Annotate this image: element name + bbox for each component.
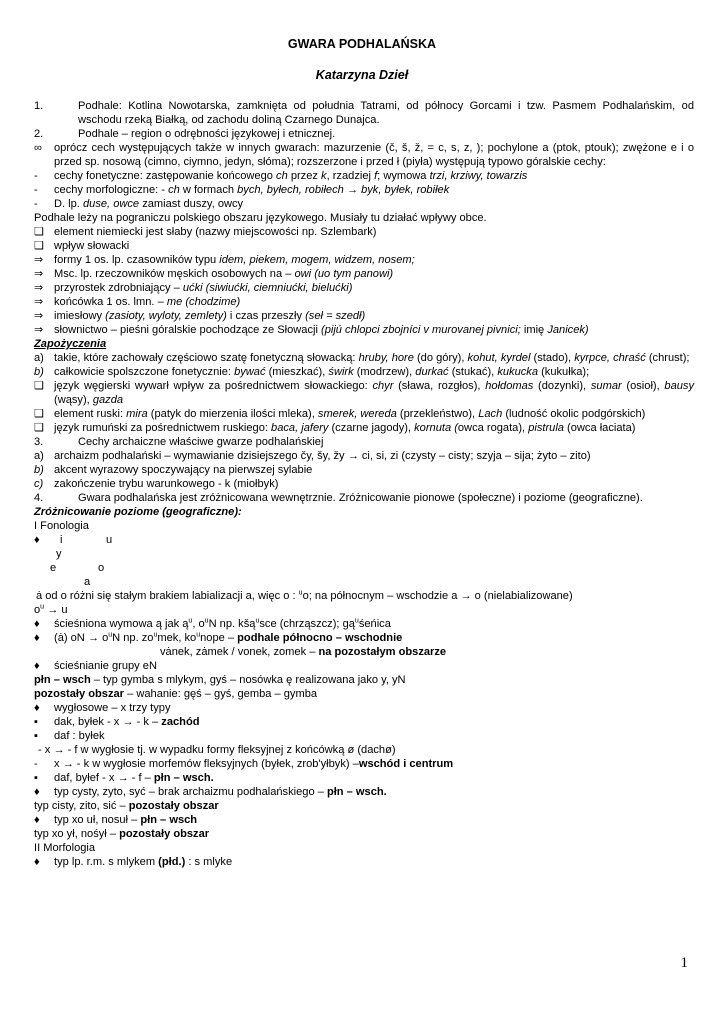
text-run: duse, owce: [82, 198, 140, 210]
text-run: cechy morfologiczne: -: [54, 184, 169, 196]
text-run: – typ gymba s mlykym, gyś – nosówka ę realizowana jako y, yN: [90, 674, 406, 686]
section-heading: Zróżnicowanie poziome (geograficzne):: [34, 506, 242, 518]
item-text: element niemiecki jest słaby (nazwy miejscowości np. Szlembark): [54, 226, 377, 238]
diamond-bullet-icon: ♦: [34, 632, 40, 644]
list-item: [34, 309, 694, 323]
text-run: nope –: [200, 632, 238, 644]
arrow-bullet-icon: ⇒: [34, 282, 44, 294]
subsection-heading: I Fonologia: [34, 520, 89, 532]
list-item: [34, 659, 694, 673]
text-run: pozostały obszar: [34, 688, 125, 700]
list-item: [34, 617, 694, 631]
text-run: (stado),: [530, 352, 575, 364]
list-item: [34, 715, 694, 729]
checkbox-bullet-icon: ❑: [34, 408, 44, 420]
superscript: u: [255, 617, 260, 625]
superscript: u: [108, 631, 113, 639]
diamond-bullet-icon: ♦: [34, 702, 40, 714]
square-bullet-icon: ▪: [34, 716, 38, 728]
paragraph: [34, 603, 694, 617]
list-item: [34, 253, 694, 267]
text-run: (seł = szedł): [305, 310, 366, 322]
paragraph: Podhale leży na pograniczu polskiego obszaru językowego. Musiały tu działać wpływy obce.: [34, 212, 487, 224]
list-item: [34, 281, 694, 295]
text-run: imię: [520, 324, 548, 336]
paragraph: [34, 799, 694, 813]
text-run: (ludność okolic podgórskich): [502, 408, 646, 420]
list-item: [34, 435, 694, 449]
list-item: [34, 239, 694, 253]
text-run: płn – wsch: [34, 674, 91, 686]
text-run: element ruski:: [54, 408, 127, 420]
paragraph: [34, 673, 694, 687]
item-marker: b): [34, 464, 44, 476]
list-item: [34, 463, 694, 477]
text-run: wschód i centrum: [358, 758, 454, 770]
text-run: , rzadziej: [326, 170, 375, 182]
text-run: typ cysty, zyto, syć – brak archaizmu podhalańskiego –: [54, 786, 327, 798]
document-title: GWARA PODHALAŃSKA: [287, 37, 437, 51]
dash-bullet: -: [34, 184, 38, 196]
superscript: u: [196, 631, 201, 639]
paragraph: [34, 589, 694, 603]
list-item: [34, 701, 694, 715]
paragraph: [34, 645, 694, 659]
text-run: śeńica: [358, 618, 391, 630]
text-run: kukucka: [497, 366, 539, 378]
list-item: [34, 141, 694, 169]
item-marker: 4.: [34, 492, 44, 504]
text-run: x → - k w wygłosie morfemów fleksyjnych (byłek, zrob'yłbyk) –: [54, 758, 359, 770]
item-text: wpływ słowacki: [54, 240, 130, 252]
diamond-bullet-icon: ♦: [34, 814, 40, 826]
superscript: u: [204, 617, 209, 625]
square-bullet-icon: ▪: [34, 730, 38, 742]
text-run: vȧnek, zȧmek / vonek, zomek –: [160, 646, 319, 658]
text-run: (pijú chlopci zbojníci v murovanej pivnici;: [321, 324, 521, 336]
text-run: sumar: [590, 380, 622, 392]
list-item: [34, 421, 694, 435]
text-run: płn – wsch.: [153, 772, 214, 784]
text-run: (przekleństwo),: [396, 408, 479, 420]
item-text: Podhale – region o odrębności językowej i etnicznej.: [78, 128, 336, 140]
text-run: płn – wsch: [140, 814, 198, 826]
text-run: : s mlyke: [185, 856, 233, 868]
text-run: , o: [192, 618, 205, 630]
item-marker: 3.: [34, 436, 44, 448]
diamond-bullet-icon: ♦: [34, 856, 40, 868]
item-text: Cechy archaiczne właściwe gwarze podhalańskiej: [78, 436, 324, 448]
checkbox-bullet-icon: ❑: [34, 422, 44, 434]
vowel-o: o: [98, 562, 105, 574]
text-run: bych, byłech, robiłech → byk, byłek, robiłek: [237, 184, 450, 196]
checkbox-bullet-icon: ❑: [34, 226, 44, 238]
text-run: o; na północnym – wschodzie a → o (nielabializowane): [302, 590, 573, 602]
text-run: (sława, rozgłos),: [393, 380, 486, 392]
text-run: kohut, kyrdel: [467, 352, 531, 364]
text-run: całkowicie spolszczone fonetycznie:: [54, 366, 235, 378]
text-run: daf, byłef - x → - f –: [54, 772, 154, 784]
text-run: (stukać),: [448, 366, 498, 378]
document-body: [34, 99, 694, 869]
text-run: hołdomas: [485, 380, 534, 392]
vowel-y: y: [56, 548, 62, 560]
text-run: kornuta (: [414, 422, 458, 434]
text-run: (kukułka);: [538, 366, 590, 378]
square-bullet-icon: ▪: [34, 772, 38, 784]
text-run: końcówka 1 os. lmn. –: [54, 296, 167, 308]
arrow-bullet-icon: ⇒: [34, 296, 44, 308]
diamond-bullet-icon: ♦: [34, 660, 40, 672]
item-marker: c): [34, 478, 44, 490]
list-item: [34, 295, 694, 309]
text-run: takie, które zachowały częściowo szatę fonetyczną słowacką:: [54, 352, 359, 364]
dash-bullet: -: [34, 198, 38, 210]
text-run: f: [374, 170, 378, 182]
vowel-a: a: [84, 576, 91, 588]
arrow-bullet-icon: ⇒: [34, 324, 44, 336]
item-text: akcent wyrazowy spoczywający na pierwszej sylabie: [54, 464, 313, 476]
text-run: słownictwo – pieśni góralskie pochodzące ze Słowacji: [54, 324, 322, 336]
text-run: smerek, wereda: [317, 408, 397, 420]
superscript: u: [153, 631, 158, 639]
list-item: [34, 477, 694, 491]
subsection-heading: II Morfologia: [34, 842, 96, 854]
text-run: zachód: [161, 716, 200, 728]
text-run: idem, piekem, mogem, widzem, nosem;: [219, 254, 415, 266]
list-item: [34, 813, 694, 827]
item-text: oprócz cech występujących także w innych gwarach: mazurzenie (č, š, ž, = c, s, z, ); pochylone a (ptok, ptouk); zwężone e i o przed sp. nosową (cimno, ciymno, jedyn, słóma); rozszerzone i przed ł (piyła) występują typowo góralskie cechy:: [54, 142, 694, 168]
list-item: [34, 225, 694, 239]
text-run: pozostały obszar: [119, 828, 210, 840]
text-run: (do góry),: [413, 352, 468, 364]
text-run: (chrust);: [645, 352, 690, 364]
list-item: [34, 127, 694, 141]
text-run: (osioł),: [621, 380, 665, 392]
list-item: [34, 491, 694, 505]
text-run: ścieśniona wymowa ą jak ą: [54, 618, 189, 630]
text-run: owca rogata),: [457, 422, 529, 434]
text-run: przez: [287, 170, 322, 182]
text-run: me (chodzime): [166, 296, 241, 308]
text-run: typ xo uł, nosuł –: [54, 814, 141, 826]
text-run: pozostały obszar: [128, 800, 219, 812]
text-run: (dozynki),: [533, 380, 591, 392]
text-run: ȧ od o różni się stałym brakiem labializacji a, więc o :: [36, 590, 299, 602]
item-marker: a): [34, 352, 44, 364]
text-run: D. lp.: [54, 198, 83, 210]
list-item: [34, 183, 694, 197]
text-run: typ lp. r.m. s mlykem: [54, 856, 159, 868]
superscript: u: [298, 589, 303, 597]
text-run: (modrzew),: [353, 366, 416, 378]
text-run: ; wymowa: [377, 170, 430, 182]
text-run: trzi, krziwy, towarzis: [429, 170, 528, 182]
text-run: o: [34, 604, 41, 616]
text-run: (owca łaciata): [563, 422, 636, 434]
text-run: płn – wsch.: [326, 786, 387, 798]
text-run: ch: [276, 170, 288, 182]
list-item: [34, 197, 694, 211]
paragraph: [34, 687, 694, 701]
text-run: baca, jafery: [271, 422, 329, 434]
text-run: typ cisty, zito, sić –: [34, 800, 129, 812]
item-text: daf : byłek: [54, 730, 105, 742]
text-run: (patyk do mierzenia ilości mleka),: [147, 408, 318, 420]
text-run: durkać: [415, 366, 449, 378]
superscript: u: [354, 617, 359, 625]
infinity-bullet: ∞: [34, 142, 42, 154]
vowel-e: e: [50, 562, 57, 574]
page-number: 1: [680, 955, 688, 971]
dash-bullet: -: [34, 758, 38, 770]
text-run: cechy fonetyczne: zastępowanie końcowego: [54, 170, 277, 182]
list-item: [34, 407, 694, 421]
text-run: świrk: [328, 366, 354, 378]
superscript: u: [188, 617, 193, 625]
item-text: archaizm podhalański – wymawianie dzisiejszego čy, šy, žy → ci, si, zi (czysty – cisty; szyja – sija; żyto – zito): [54, 450, 591, 462]
text-run: podhale północno – wschodnie: [237, 632, 403, 644]
list-item: [34, 729, 694, 743]
arrow-bullet-icon: ⇒: [34, 268, 44, 280]
text-run: i czas przeszły: [226, 310, 306, 322]
text-run: imiesłowy: [54, 310, 106, 322]
text-run: owi (uo tym panowi): [294, 268, 394, 280]
dash-bullet: -: [34, 170, 38, 182]
text-run: k: [321, 170, 327, 182]
vowel-diagram: [34, 533, 694, 589]
text-run: ch: [168, 184, 180, 196]
text-run: Janicek): [547, 324, 589, 336]
text-run: (mieszkać),: [265, 366, 329, 378]
text-run: mira: [126, 408, 148, 420]
item-text: wygłosowe – x trzy typy: [54, 702, 171, 714]
list-item: [34, 323, 694, 337]
text-run: N np. kšą: [208, 618, 256, 630]
paragraph: [34, 827, 694, 841]
arrow-bullet-icon: ⇒: [34, 310, 44, 322]
text-run: gazda: [92, 394, 124, 406]
text-run: (ȧ) oN → o: [54, 632, 109, 644]
text-run: przyrostek zdrobniający –: [54, 282, 183, 294]
text-run: – wahanie: gęś – gyś, gemba – gymba: [124, 688, 318, 700]
arrow-bullet-icon: ⇒: [34, 254, 44, 266]
text-run: kyrpce, chraść: [574, 352, 646, 364]
text-run: Lach: [478, 408, 503, 420]
text-run: N np. zo: [112, 632, 154, 644]
text-run: w formach: [179, 184, 238, 196]
superscript: u: [40, 603, 45, 611]
text-run: (płd.): [158, 856, 186, 868]
text-run: na pozostałym obszarze: [318, 646, 447, 658]
item-text: zakończenie trybu warunkowego - k (miołbyk): [54, 478, 279, 490]
text-run: (wąsy),: [54, 394, 93, 406]
list-item: [34, 267, 694, 281]
diamond-bullet-icon: ♦: [34, 786, 40, 798]
item-text: ścieśnianie grupy eN: [54, 660, 157, 672]
list-item: [34, 771, 694, 785]
text-run: (czarne jagody),: [328, 422, 415, 434]
list-item: [34, 379, 694, 407]
item-marker: b): [34, 366, 44, 378]
list-item: [34, 365, 694, 379]
text-run: bausy: [664, 380, 695, 392]
diamond-bullet-icon: ♦: [34, 534, 40, 546]
item-marker: 1.: [34, 100, 44, 112]
item-marker: a): [34, 450, 44, 462]
vowel-i: i: [60, 534, 63, 546]
text-run: bywać: [234, 366, 266, 378]
list-item: [34, 99, 694, 127]
list-item: [34, 351, 694, 365]
text-run: Msc. lp. rzeczowników męskich osobowych na –: [54, 268, 295, 280]
text-run: ućki (siwiućki, ciemniućki, bielućki): [182, 282, 353, 294]
list-item: [34, 449, 694, 463]
text-run: chyr: [372, 380, 394, 392]
list-item: [34, 631, 694, 645]
list-item: [34, 855, 694, 869]
text-run: mek, ko: [157, 632, 197, 644]
paragraph: - x → - f w wygłosie tj. w wypadku formy fleksyjnej z końcówką ø (dachø): [38, 744, 396, 756]
item-marker: 2.: [34, 128, 44, 140]
vowel-u: u: [106, 534, 113, 546]
list-item: [34, 785, 694, 799]
text-run: język rumuński za pośrednictwem ruskiego:: [54, 422, 272, 434]
checkbox-bullet-icon: ❑: [34, 240, 44, 252]
text-run: pistrula: [528, 422, 564, 434]
item-text: Gwara podhalańska jest zróżnicowana wewnętrznie. Zróżnicowanie pionowe (społeczne) i poziome (geograficzne).: [78, 492, 643, 504]
text-run: formy 1 os. lp. czasowników typu: [54, 254, 220, 266]
text-run: sce (chrząszcz); gą: [259, 618, 355, 630]
diamond-bullet-icon: ♦: [34, 618, 40, 630]
text-run: (zasioty, wyloty, zemlety): [105, 310, 227, 322]
text-run: dak, byłek - x → - k –: [54, 716, 162, 728]
list-item: [34, 757, 694, 771]
item-text: Podhale: Kotlina Nowotarska, zamknięta od południa Tatrami, od północy Gorcami i tzw. Pasmem Podhalańskim, od wschodu rzeką Białką, od zachodu doliną Czarnego Dunajca.: [78, 100, 694, 126]
text-run: zamiast duszy, owcy: [139, 198, 244, 210]
section-heading: Zapożyczenia: [34, 338, 107, 350]
text-run: → u: [44, 604, 68, 616]
document-author: Katarzyna Dzieł: [315, 68, 409, 82]
text-run: hruby, hore: [358, 352, 414, 364]
text-run: typ xo ył, nośył –: [34, 828, 120, 840]
list-item: [34, 169, 694, 183]
text-run: język węgierski wywarł wpływ za pośrednictwem słowackiego:: [54, 380, 373, 392]
checkbox-bullet-icon: ❑: [34, 380, 44, 392]
